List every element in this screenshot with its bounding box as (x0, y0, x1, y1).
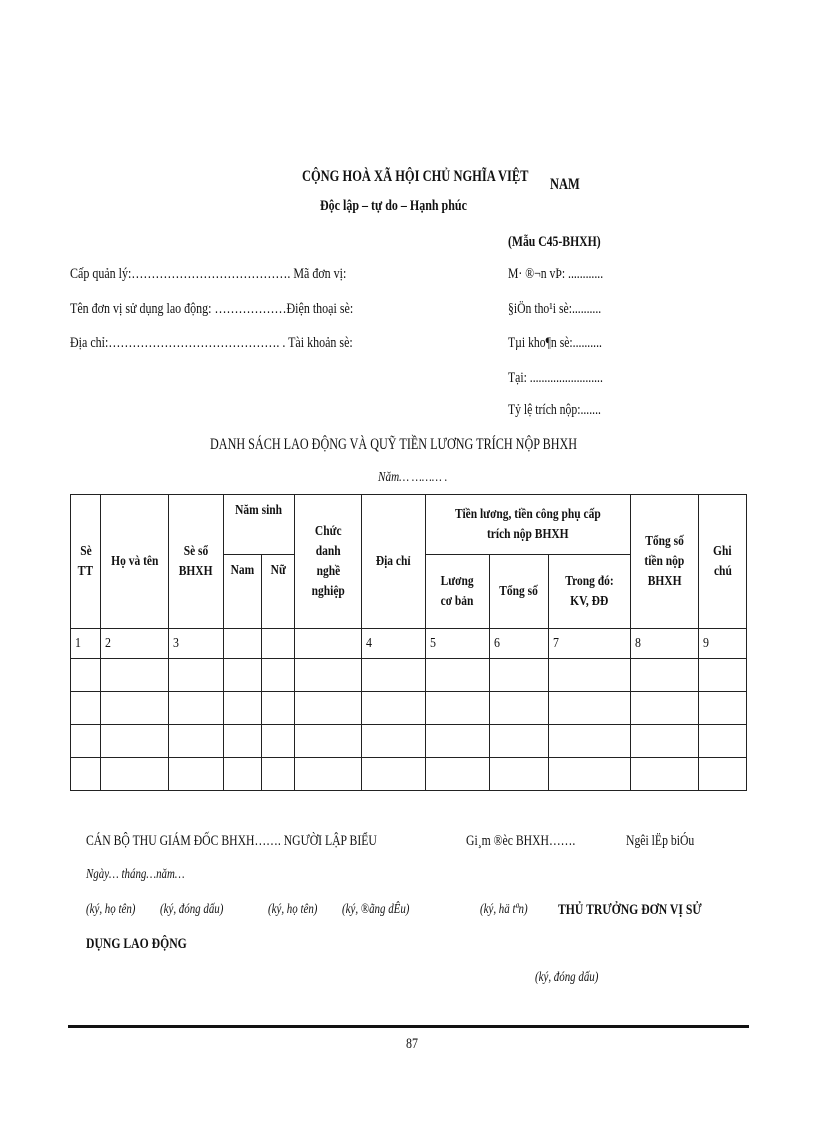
table-row (71, 758, 747, 791)
info-ten-don-vi: Tên đơn vị sử dụng lao động: ………………Điện thoại sè: (70, 301, 354, 317)
header-ghi-chu-1: Ghi (713, 543, 732, 559)
form-code: (Mẫu C45-BHXH) (508, 234, 601, 250)
header-tien-luong-1: Tiền lương, tiền công phụ cấp (455, 506, 601, 522)
header-stt-2: TT (77, 563, 94, 579)
header-nam-sinh (224, 495, 295, 555)
col-number-cell: 8 (631, 629, 699, 659)
info-right-ty-le: Tỷ lệ trích nộp:....... (508, 402, 601, 418)
col-number-cell: 2 (101, 629, 169, 659)
footer-rule (68, 1025, 749, 1028)
sign-line-c: Ngêi lËp biÓu (626, 833, 695, 849)
header-luong (426, 555, 490, 629)
header-chuc-danh-1: Chức (314, 523, 342, 539)
col-number-cell (295, 629, 362, 659)
col-number-cell: 6 (490, 629, 549, 659)
header-dia-chi (362, 495, 426, 629)
header-tong-so-text: Tổng số (499, 583, 539, 599)
header-trong-do (549, 555, 631, 629)
table-row (71, 692, 747, 725)
sign-line-a: CÁN BỘ THU GIÁM ĐỐC BHXH……. NGƯỜI LẬP BIỂU (86, 833, 377, 849)
header-tong-tien-2: tiền nộp (644, 553, 685, 569)
col-number-cell: 1 (71, 629, 101, 659)
note-ky-ho-ten-1: (ký, họ tên) (86, 902, 136, 917)
note-ky-dong-dau-1: (ký, đóng dấu) (160, 902, 224, 917)
header-tien-luong (426, 495, 631, 555)
header-nam (224, 555, 262, 629)
note-ky-dong-dau-3: (ký, đóng dấu) (535, 970, 599, 985)
header-chuc-danh (295, 495, 362, 629)
year-line: Năm… ……… . (378, 470, 448, 485)
header-ghi-chu-2: chú (713, 563, 732, 579)
header-dia-chi-text: Địa chỉ (376, 553, 411, 569)
republic-heading: CỘNG HOÀ XÃ HỘI CHỦ NGHĨA VIỆT NAM (301, 168, 581, 193)
list-title: DANH SÁCH LAO ĐỘNG VÀ QUỸ TIỀN LƯƠNG TRÍCH NỘP BHXH (210, 436, 578, 453)
info-right-tai-khoan: Tµi kho¶n sè:.......... (508, 335, 602, 351)
header-so-so-1: Sè sổ (183, 543, 209, 559)
header-tong-tien (631, 495, 699, 629)
header-chuc-danh-4: nghiệp (311, 583, 345, 599)
labor-table (70, 494, 747, 791)
table-row (71, 725, 747, 758)
column-number-row (71, 629, 747, 659)
header-luong-1: Lương (440, 573, 475, 589)
header-nam-sinh-text: Năm sinh (235, 503, 283, 518)
table-header-row-1 (71, 495, 747, 555)
col-number-cell: 5 (426, 629, 490, 659)
header-trong-do-2: KV, ĐĐ (570, 593, 609, 609)
note-ky-ho-ten-3: (ký, hä tªn) (480, 902, 528, 917)
note-ky-dong-dau-2: (ký, ®ãng dÊu) (342, 902, 410, 917)
page-number: 87 (406, 1036, 418, 1052)
table-row (71, 659, 747, 692)
header-tong-tien-1: Tổng số (645, 533, 684, 549)
date-line: Ngày… tháng…năm… (86, 867, 185, 882)
col-number-cell (262, 629, 295, 659)
header-trong-do-1: Trong đó: (565, 573, 614, 589)
header-ho-ten-text: Họ và tên (110, 553, 159, 569)
header-tien-luong-2: trích nộp BHXH (487, 526, 569, 542)
header-nam-text: Nam (230, 563, 255, 578)
header-chuc-danh-3: nghề (316, 563, 340, 579)
header-chuc-danh-2: danh (315, 543, 341, 559)
header-nu (262, 555, 295, 629)
col-number-cell (224, 629, 262, 659)
header-ho-ten (101, 495, 169, 629)
republic-heading-suffix: NAM (550, 176, 581, 193)
header-tong-so (490, 555, 549, 629)
header-nu-text: Nữ (270, 563, 286, 578)
motto: Độc lập – tự do – Hạnh phúc (320, 198, 467, 214)
header-stt (71, 495, 101, 629)
note-ky-ho-ten-2: (ký, họ tên) (268, 902, 318, 917)
info-cap-quan-ly: Cấp quản lý:…………………………………. Mã đơn vị: (70, 266, 347, 282)
col-number-cell: 4 (362, 629, 426, 659)
col-number-cell: 9 (699, 629, 747, 659)
header-ghi-chu (699, 495, 747, 629)
header-luong-2: cơ bản (441, 593, 474, 609)
info-right-dien-thoai: §iÖn tho¹i sè:.......... (508, 301, 602, 317)
header-so-so-2: BHXH (179, 563, 213, 579)
col-number-cell: 3 (169, 629, 224, 659)
thu-truong-line-2: DỤNG LAO ĐỘNG (86, 936, 187, 952)
thu-truong-line-1: THỦ TRƯỞNG ĐƠN VỊ SỬ (558, 902, 702, 918)
header-stt-1: Sè (79, 543, 92, 559)
info-right-ma-don-vi: M· ®¬n vÞ: ............ (508, 266, 604, 282)
info-right-tai: Tại: ......................... (508, 370, 603, 386)
info-dia-chi: Địa chỉ:……………………………………. . Tài khoản sè: (70, 335, 353, 351)
sign-line-b: Gi¸m ®èc BHXH……. (466, 833, 576, 849)
col-number-cell: 7 (549, 629, 631, 659)
header-so-so (169, 495, 224, 629)
header-tong-tien-3: BHXH (647, 573, 682, 589)
